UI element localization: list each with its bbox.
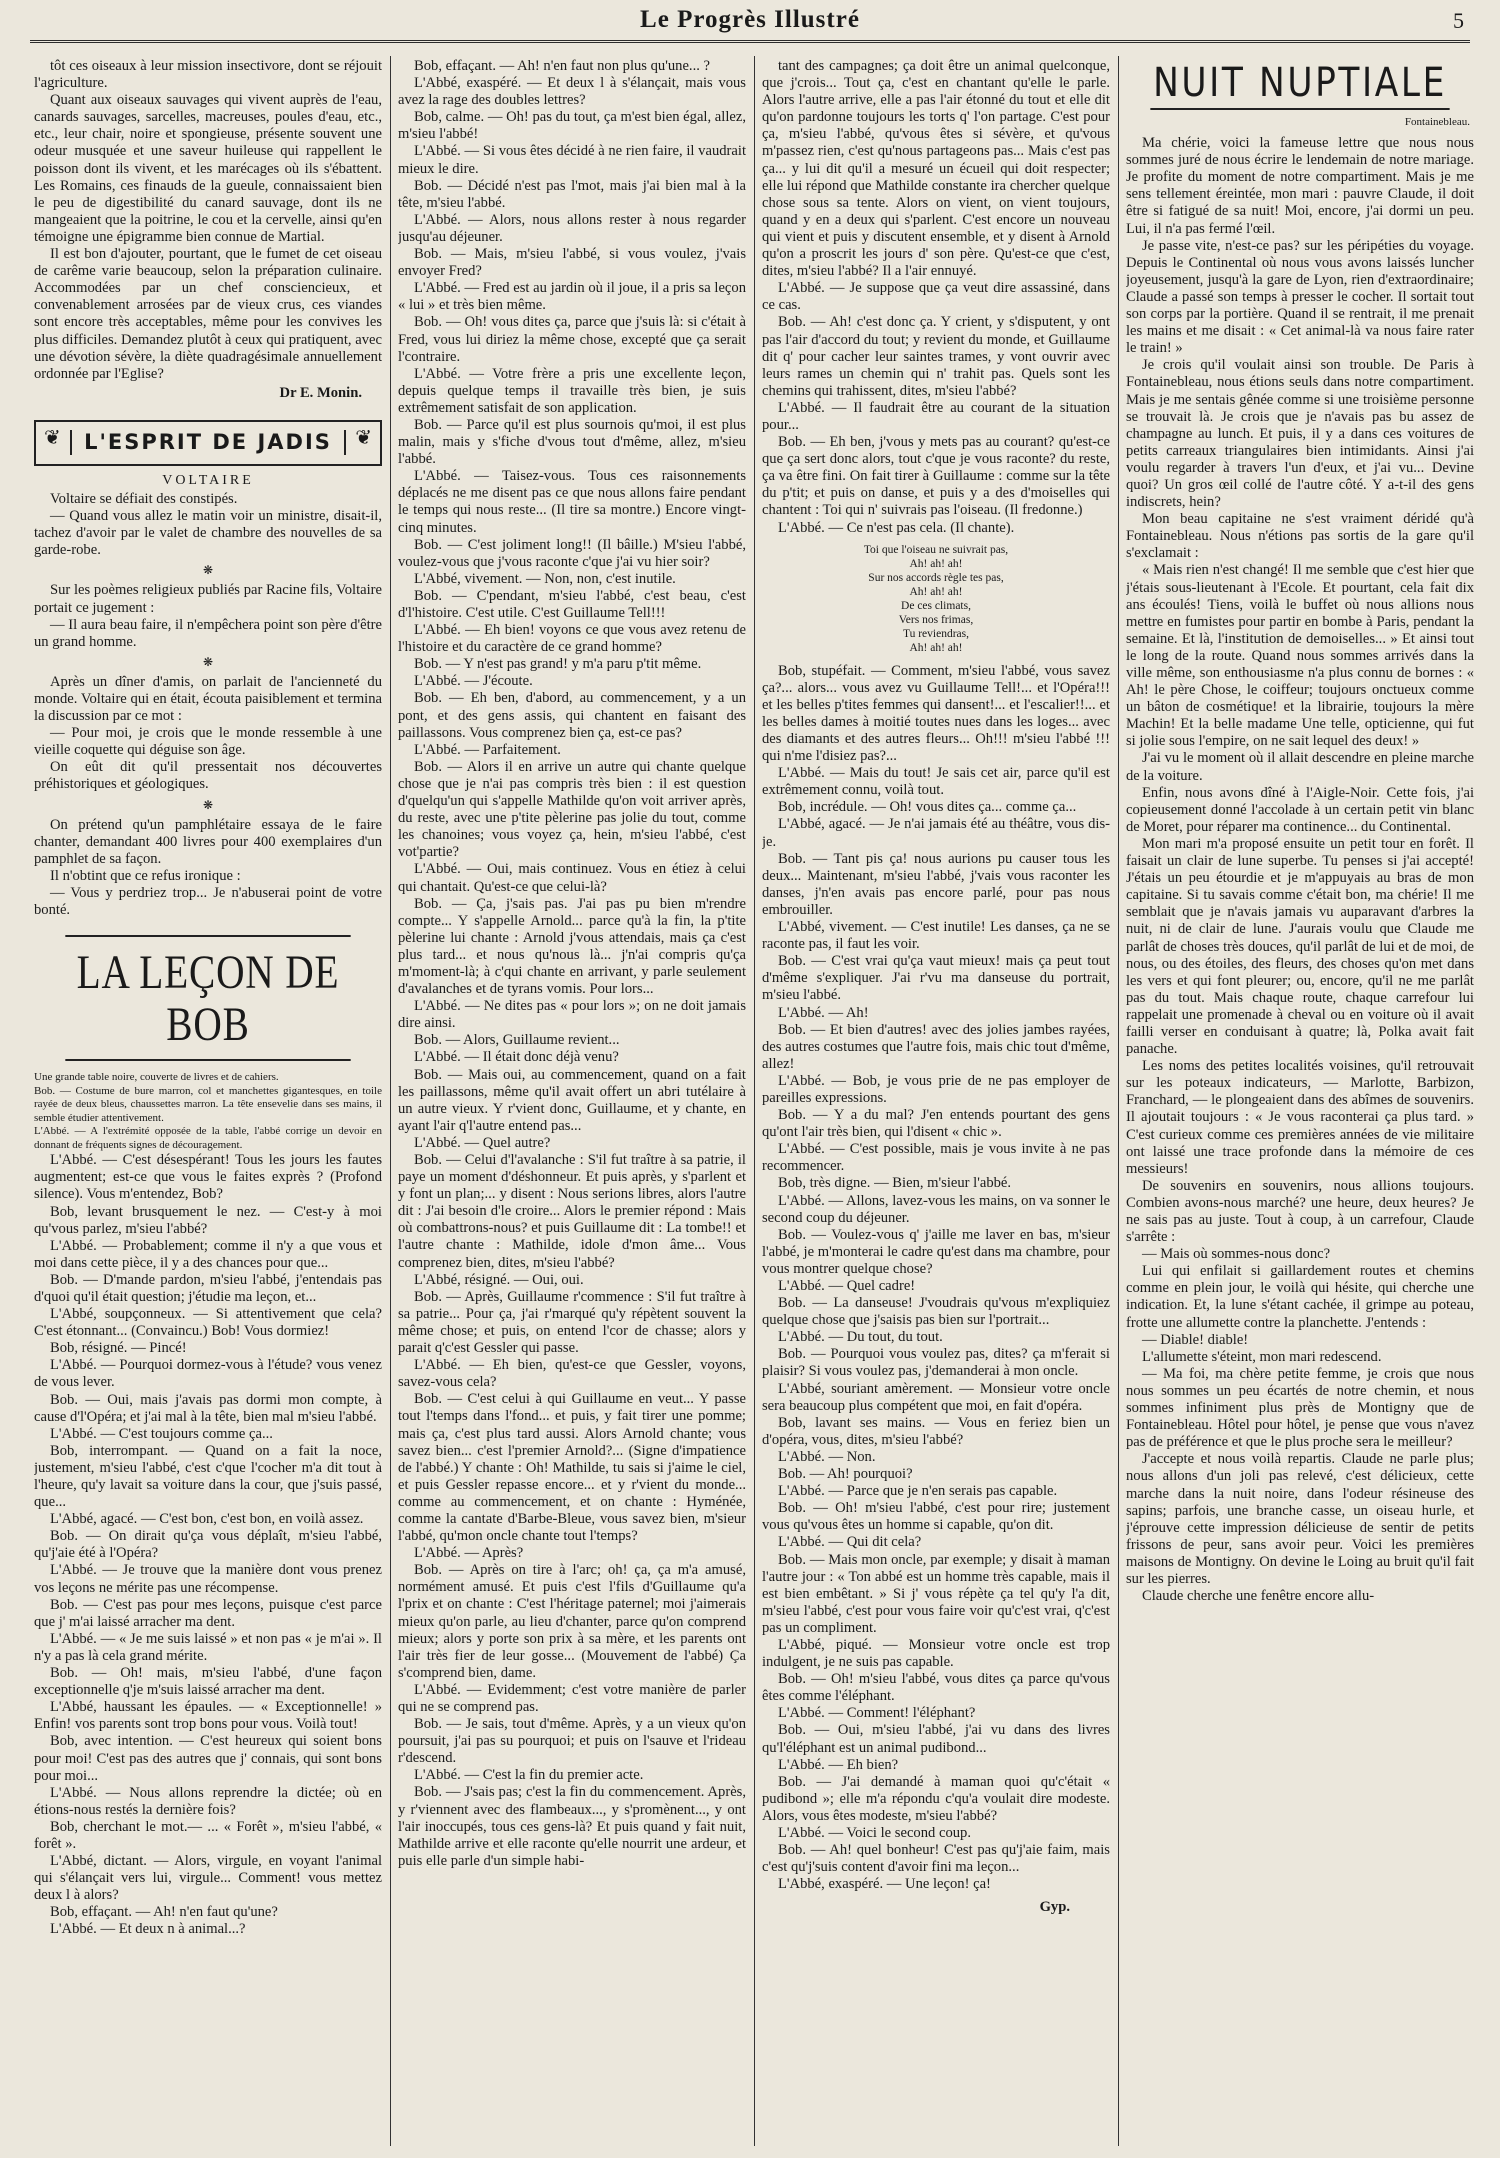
paragraph: Bob. — Oh! mais, m'sieu l'abbé, d'une façon exceptionnelle q'je m'suis laissé arracher ma dent. — [34, 1665, 382, 1699]
paragraph: Les noms des petites localités voisines, qu'il retrouvait sur les poteaux indicateurs, — Marlotte, Barbizon, Franchard, — le plongeaient dans des abîmes de souvenirs. Il ajoutait toujours : « Je vous raconterai ça plus tard. » C'est curieux comme ces premières années de vie militaire ont laissé une trace profonde dans la mémoire de ces messieurs! — [1126, 1058, 1474, 1177]
newspaper-title: Le Progrès Illustré — [640, 6, 860, 33]
column-4 — [1126, 58, 1474, 2138]
letter-body — [1126, 135, 1474, 1605]
stage-directions — [34, 1071, 382, 1152]
paragraph: Vers nos frimas, — [898, 613, 974, 626]
paragraph: L'Abbé. — Je suppose que ça veut dire assassiné, dans ce cas. — [762, 280, 1110, 314]
paragraph: On eût dit qu'il pressentait nos découvertes préhistoriques et géologiques. — [34, 759, 382, 793]
paragraph: Bob. — Tant pis ça! nous aurions pu causer tous les deux... Maintenant, m'sieu l'abbé, j'vais vous raconter les danses, j'n'en avais pas encore parlé, pour pas nous embrouiller. — [762, 850, 1110, 918]
paragraph: L'Abbé. — C'est désespérant! Tous les jours les fautes augmentent; est-ce que vous le faites exprès ? (Profond silence). Vous m'entendez, Bob? — [34, 1152, 382, 1203]
anecdote-block — [34, 817, 382, 920]
paragraph: Bob. — Pourquoi vous voulez pas, dites? ça m'ferait si plaisir? Si vous voulez pas, j'demanderai à mon oncle. — [762, 1346, 1110, 1380]
ornament-icon: ❦ — [44, 426, 61, 449]
paragraph: — Il aura beau faire, il n'empêchera point son père d'être un grand homme. — [34, 616, 382, 650]
paragraph: L'Abbé. — Après? — [414, 1545, 524, 1562]
paragraph: Bob, avec intention. — C'est heureux qui soient bons pour moi! C'est pas des autres que j' connais, qui sont bons pour moi... — [34, 1733, 382, 1784]
paragraph: Bob, calme. — Oh! pas du tout, ça m'est bien égal, allez, m'sieu l'abbé! — [398, 109, 746, 143]
paragraph: L'Abbé. — A l'extrémité opposée de la table, l'abbé corrige un devoir en donnant de fréquents signes de découragement. — [34, 1125, 382, 1151]
paragraph: Bob. — Alors, Guillaume revient... — [414, 1032, 620, 1049]
paragraph: Ah! ah! ah! — [909, 641, 963, 654]
paragraph: Bob. — Mais oui, au commencement, quand on a fait les paillassons, même qu'il avait offert un abri tutélaire à un autre vieux. Y r'vient donc, Guillaume, et y chante, en ayant l'air q'l'autre entend pas... — [398, 1066, 746, 1134]
paragraph: L'Abbé. — Eh bien, qu'est-ce que Gessler, voyons, savez-vous cela? — [398, 1357, 746, 1391]
paragraph: Bob. — Eh ben, d'abord, au commencement, y a un pont, et des gens assis, qui chantent en faisant des paillassons. Vous comprenez bien ça, est-ce pas? — [398, 690, 746, 741]
paragraph: Bob. — C'pendant, m'sieu l'abbé, c'est beau, c'est d'l'histoire. C'est utile. C'est Guillaume Tell!!! — [398, 587, 746, 621]
paragraph: Bob. — Mais mon oncle, par exemple; y disait à maman l'autre jour : « Ton abbé est un homme très capable, mais il est bien embêtant. » Si j' vous répète ça tel qu'y l'a dit, m'sieu l'abbé, c'est pour vous faire voir qu'c'est vrai, q'c'est pas un compliment. — [762, 1551, 1110, 1636]
anecdote-block — [34, 491, 382, 559]
paragraph: Bob, levant brusquement le nez. — C'est-y à moi qu'vous parlez, m'sieu l'abbé? — [34, 1203, 382, 1237]
paragraph: Ah! ah! ah! — [909, 585, 963, 598]
article-intro — [34, 58, 382, 383]
paragraph: Ah! ah! ah! — [909, 557, 963, 570]
paragraph: L'Abbé. — Du tout, du tout. — [778, 1329, 943, 1346]
paragraph: Mon mari m'a proposé ensuite un petit tour en forêt. Il faisait un clair de lune superbe. Tu penses si j'ai accepté! J'étais un peu étourdie et je m'appuyais au bras de mon capitaine. Si tu savais comme c'était bon, ma chérie! Il me semblait que je n'avais jamais vu auparavant d'arbres la nuit, ni de clair de lune. J'aurais voulu que Claude me parlât de choses très douces, qu'il parlât de lui et de moi, de nous, ou des étoiles, des fleurs, des choses qu'on met dans les vers et qui font pleurer; ou, encore, qu'il ne me parlât pas du tout. Mais chaque route, chaque carrefour lui rappelait une promenade à cheval ou en voiture où il avait failli verser en conduisant à quatre; là, Polka avait fait panache. — [1126, 835, 1474, 1058]
paragraph: Bob. — C'est joliment long!! (Il bâille.) M'sieu l'abbé, voulez-vous que j'vous raconte c'que j'ai vu hier soir? — [398, 536, 746, 570]
nuit-nuptiale-title: NUIT NUPTIALE — [1150, 58, 1449, 110]
dialogue — [34, 1152, 382, 1938]
column-divider — [754, 56, 755, 2146]
paragraph: L'Abbé, souriant amèrement. — Monsieur votre oncle sera beaucoup plus compétent que moi, en fait d'opéra. — [762, 1380, 1110, 1414]
paragraph: Voltaire se défiait des constipés. — [50, 490, 238, 507]
paragraph: J'ai vu le moment où il allait descendre en pleine marche de la voiture. — [1126, 750, 1474, 784]
fleuron-icon: ❋ — [202, 654, 214, 669]
author-signature: Dr E. Monin. — [279, 384, 362, 401]
paragraph: L'Abbé, vivement. — C'est inutile! Les danses, ça ne se raconte pas, il faut les voir. — [762, 919, 1110, 953]
paragraph: Bob, effaçant. — Ah! n'en faut qu'une? — [50, 1904, 278, 1921]
column-3 — [762, 58, 1110, 2138]
paragraph: L'allumette s'éteint, mon mari redescend. — [1142, 1348, 1382, 1365]
column-2 — [398, 58, 746, 2138]
paragraph: Bob. — Ah! quel bonheur! C'est pas qu'j'aie faim, mais c'est qu'j'suis content d'avoir fini ma leçon... — [762, 1842, 1110, 1876]
paragraph: Bob. — Oh! m'sieu l'abbé, vous dites ça parce qu'vous êtes comme l'éléphant. — [762, 1671, 1110, 1705]
paragraph: L'Abbé, vivement. — Non, non, c'est inutile. — [414, 570, 676, 587]
paragraph: L'Abbé. — J'écoute. — [414, 673, 533, 690]
paragraph: Sur nos accords règle tes pas, — [868, 571, 1004, 584]
song-verse — [762, 543, 1110, 655]
paragraph: Il est bon d'ajouter, pourtant, que le fumet de cet oiseau de carême varie beaucoup, selon la préparation culinaire. Accommodées par un chef consciencieux, et convenablement arrosées par de vieux crus, ces viandes sont encore très acceptables, même pour les convives les plus difficiles. Demandez plutôt à ceux qui pratiquent, avec une dévotion sévère, la diète quadragésimale annuellement ordonnée par l'Eglise? — [34, 246, 382, 382]
paragraph: Je passe vite, n'est-ce pas? sur les péripéties du voyage. Depuis le Continental où nous vous avons laissés luncher joyeusement, jusqu'à la gare de Lyon, rien d'extraordinaire; Claude a passé son temps à presser le cocher. Il sortait tout son corps par la portière. Quand il se rentrait, il me prenait les mains et me disait : « Cet animal-là va nous faire rater le train! » — [1126, 237, 1474, 357]
paragraph: Bob. — Y n'est pas grand! y m'a paru p'tit même. — [414, 656, 702, 673]
paragraph: L'Abbé. — Parfaitement. — [414, 741, 561, 758]
paragraph: L'Abbé. — Probablement; comme il n'y a que vous et moi dans cette pièce, il y a des chances pour que... — [34, 1237, 382, 1271]
author-signature: Gyp. — [1039, 1899, 1070, 1916]
paragraph: L'Abbé. — Pourquoi dormez-vous à l'étude? vous venez de vous lever. — [34, 1357, 382, 1391]
paragraph: Bob, lavant ses mains. — Vous en feriez bien un d'opéra, vous, dites, m'sieu l'abbé? — [762, 1414, 1110, 1448]
paragraph: L'Abbé. — Evidemment; c'est votre manière de parler qui ne se comprend pas. — [398, 1681, 746, 1715]
paragraph: Lui qui enfilait si gaillardement routes et chemins comme en plein jour, le voilà qui hésite, qui cherche une indication. Et, la lune s'étant cachée, il grimpe au poteau, frotte une allumette contre la planchette. J'entends : — [1126, 1263, 1474, 1331]
paragraph: Bob. — Après on tire à l'arc; oh! ça, ça m'a amusé, normément amusé. Et puis c'est l'fils d'Guillaume qu'a l'prix et on chante : C'est l'héritage paternel; moi j'aimerais mieux qu'on parle, au lieu d'chanter, parce qu'on comprend mieux; alors y porte son prix à sa mère, et les parents ont l'air très fier de leur gosse... (Mouvement de l'abbé) Ça s'comprend bien, dame. — [398, 1562, 746, 1681]
paragraph: Bob, stupéfait. — Comment, m'sieu l'abbé, vous savez ça?... alors... vous avez vu Guillaume Tell!... et l'Opéra!!! et les belles p'tites femmes qui dansent!... et l'escalier!!... et les belles dames à moitié toutes nues dans les loges... avec des diamants et des autres fleurs... Oh!!! m'sieu l'abbé !!! qui n'me l'disiez pas?... — [762, 662, 1110, 765]
paragraph: L'Abbé. — Quel autre? — [414, 1134, 551, 1151]
paragraph: tant des campagnes; ça doit être un animal quelconque, que j'crois... Tout ça, c'est en chantant qu'elle le parle. Alors l'autre arrive, elle a pas l'air étonné du tout et elle dit qu'on pardonne toujours les torts q' l'on partage. C'est pour ça, m'sieu l'abbé, qu'vous êtes si sévère, et qu'vous m'passez rien, c'est qu'nous partageons pas... Mais c'est pas ça... y lui dit qu'il a mesuré un écueil qui doit respecter; elle lui répond que Mathilde constante ira chercher quelque chose sous sa tente. Alors on vient, on vient toujours, quand y en a deux qui s'parlent. C'est encore un nouveau qui vient et puis y discutent ensemble, et y disent à Arnold qu'on a proscrit les jours d' son père. Qu'est-ce que c'est, dites, m'sieu l'abbé? Il a l'air ennuyé. — [762, 58, 1110, 280]
paragraph: L'Abbé. — C'est toujours comme ça... — [50, 1425, 273, 1442]
paragraph: L'Abbé. — Allons, lavez-vous les mains, on va sonner le second coup du déjeuner. — [762, 1192, 1110, 1226]
paragraph: Bob, cherchant le mot.— ... « Forêt », m'sieu l'abbé, « forêt ». — [34, 1818, 382, 1852]
paragraph: Bob. — C'est pas pour mes leçons, puisque c'est parce que j' m'ai laissé arracher ma dent. — [34, 1596, 382, 1630]
paragraph: Je crois qu'il voulait ainsi son trouble. De Paris à Fontainebleau, nous étions seuls dans notre compartiment. Mais je me sentais gênée comme si une troisième personne se trouvait là. Je crois que je n'avais pas bu assez de champagne au lunch. Et puis, il y a dans ces voitures de petits carreaux triangulaires bien intimidants. Ainsi j'ai voulu regarder à travers l'un d'eux, et j'ai vu... Devine quoi? Un gros œil collé de l'autre côté. Y a-t-il des gens indiscrets, hein? — [1126, 357, 1474, 511]
paragraph: Bob. — Y a du mal? J'en entends pourtant des gens qu'ont l'air très bien, qui l'disent « chic ». — [762, 1107, 1110, 1141]
paragraph: Ma chérie, voici la fameuse lettre que nous nous sommes juré de nous écrire le lendemain de notre mariage. Je profite du moment de notre compartiment. Mais je me sens tellement éreintée, mon mari : pauvre Claude, il doit être si fatigué de sa nuit! Moi, encore, j'ai dormi un peu. Lui, il n'a pas fermé l'œil. — [1126, 135, 1474, 237]
dialogue — [398, 58, 746, 1870]
paragraph: L'Abbé. — Comment! l'éléphant? — [778, 1705, 976, 1722]
section-subtitle: VOLTAIRE — [162, 472, 254, 488]
paragraph: L'Abbé, exaspéré. — Une leçon! ça! — [778, 1876, 991, 1893]
paragraph: On prétend qu'un pamphlétaire essaya de le faire chanter, demandant 400 livres pour 400 exemplaires d'un pamphlet de sa façon. — [34, 816, 382, 867]
fleuron-icon: ❋ — [202, 797, 214, 812]
fleuron-icon: ❋ — [202, 563, 214, 578]
paragraph: L'Abbé. — Si vous êtes décidé à ne rien faire, il vaudrait mieux le dire. — [398, 143, 746, 177]
paragraph: L'Abbé, dictant. — Alors, virgule, en voyant l'animal qui s'élançait vers lui, virgule... Comment! vous mettez deux l à alors? — [34, 1853, 382, 1904]
paragraph: L'Abbé. — C'est possible, mais je vous invite à ne pas recommencer. — [762, 1141, 1110, 1175]
paragraph: Bob. — Ah! c'est donc ça. Y crient, y s'disputent, y ont pas l'air d'accord du tout; y revient du monde, et Guillaume dit q' pour cacher leur saintes trames, y vont ouvrir avec leurs rames un chemin qui n' trahit pas. Quels sont les chemins qui trahissent, dites, m'sieu l'abbé? — [762, 314, 1110, 399]
paragraph: tôt ces oiseaux à leur mission insectivore, dont se réjouit l'agriculture. — [34, 58, 382, 92]
paragraph: Bob, incrédule. — Oh! vous dites ça... comme ça... — [778, 799, 1077, 816]
paragraph: L'Abbé. — Votre frère a pris une excellente leçon, depuis quelque temps il travaille très bien, je suis extrêmement satisfait de son application. — [398, 365, 746, 416]
paragraph: Toi que l'oiseau ne suivrait pas, — [863, 543, 1009, 556]
paragraph: L'Abbé. — Bob, je vous prie de ne pas employer de pareilles expressions. — [762, 1072, 1110, 1106]
paragraph: Bob, effaçant. — Ah! n'en faut non plus qu'une... ? — [414, 58, 710, 74]
paragraph: L'Abbé. — Fred est au jardin où il joue, il a pris sa leçon « lui » et très bien même. — [398, 280, 746, 314]
paragraph: L'Abbé, agacé. — Je n'ai jamais été au théâtre, vous dis-je. — [762, 816, 1110, 850]
paragraph: Bob. — Eh ben, j'vous y mets pas au courant? qu'est-ce que ça sert donc alors, tout c'que je vous raconte? du reste, ça va être fini. On fait tirer à Guillaume : comme sur la tête du p'tit; et puis on danse, et puis y a des d'moiselles qui chantent : Toi qui n' suivrais pas l'oiseau. (Il fredonne.) — [762, 434, 1110, 519]
paragraph: — Vous y perdriez trop... Je n'abuserai point de votre bonté. — [34, 885, 382, 919]
column-1 — [34, 58, 382, 2138]
paragraph: L'Abbé, soupçonneux. — Si attentivement que cela? C'est étonnant... (Convaincu.) Bob! Vous dormiez! — [34, 1306, 382, 1340]
paragraph: Bob. — La danseuse! J'voudrais qu'vous m'expliquiez quelque chose que j'saisis pas bien sur l'portrait... — [762, 1295, 1110, 1329]
section-title: L'ESPRIT DE JADIS — [70, 430, 346, 455]
paragraph: Bob, résigné. — Pincé! — [50, 1340, 187, 1357]
paragraph: Bob. — Mais, m'sieu l'abbé, si vous voulez, j'vais envoyer Fred? — [398, 246, 746, 280]
paragraph: L'Abbé, piqué. — Monsieur votre oncle est trop indulgent, je ne suis pas capable. — [762, 1636, 1110, 1671]
paragraph: Bob. — Alors il en arrive un autre qui chante quelque chose que je n'ai pas compris très bien : il est question d'quelqu'un qui s'appelle Mathilde qu'on voit arriver après, du reste, avec une p'tite pèlerine pas jolie du tout, comme les chanoines; vous voyez ça, hein, m'sieu l'abbé, c'est vot'partie? — [398, 758, 746, 861]
paragraph: Bob. — Oh! vous dites ça, parce que j'suis là: si c'était à Fred, vous lui diriez la même chose, excepté que ça serait l'contraire. — [398, 314, 746, 365]
paragraph: — Ma foi, ma chère petite femme, je crois que nous nous sommes un peu écartés de notre chemin, et nous sommes infiniment plus près de Montigny que de Fontainebleau. Hôtel pour hôtel, je pense que vous n'avez pas de préférence et que le plus proche sera le meilleur? — [1126, 1365, 1474, 1451]
paragraph: Bob. — Costume de bure marron, col et manchettes gigantesques, en toile rayée de deux bleus, chaussettes marron. La tête ensevelie dans ses mains, il semble étudier attentivement. — [34, 1084, 382, 1124]
anecdote-block — [34, 674, 382, 794]
paragraph: Tu reviendras, — [902, 627, 969, 640]
paragraph: Bob. — Oui, mais j'avais pas dormi mon compte, à cause d'l'Opéra; et j'ai mal à la tête, bien mal m'sieu l'abbé. — [34, 1391, 382, 1425]
paragraph: Sur les poèmes religieux publiés par Racine fils, Voltaire portait ce jugement : — [34, 582, 382, 616]
paragraph: — Diable! diable! — [1142, 1331, 1249, 1348]
paragraph: Une grande table noire, couverte de livres et de cahiers. — [34, 1071, 279, 1084]
paragraph: L'Abbé. — Quel cadre! — [778, 1278, 916, 1294]
paragraph: Bob. — Ça, j'sais pas. J'ai pas pu bien m'rendre compte... Y s'appelle Arnold... parce qu'à la fin, la p'tite pèlerine lui chante : Arnold j'vous attendais, mais ça c'est plus tard... et nous qu'nous là... j'n'ai compris qu'ça m'moment-là; à c'qui chante en arrivant, y parle seulement d'avalanches et de tyrans vomis. Pour lors... — [398, 895, 746, 998]
paragraph: Bob. — C'est vrai qu'ça vaut mieux! mais ça peut tout d'même s'expliquer. J'ai r'vu ma danseuse du portrait, m'sieu l'abbé. — [762, 953, 1110, 1004]
paragraph: Bob, interrompant. — Quand on a fait la noce, justement, m'sieu l'abbé, c'est c'que l'cocher m'a dit tout à l'heure, qu'y lavait sa voiture dans la cour, que j'suis passé, que... — [34, 1442, 382, 1511]
paragraph: Bob. — Après, Guillaume r'commence : S'il fut traître à sa patrie... Pour ça, j'ai r'marqué qu'y répètent souvent la même chose; et puis, on entend l'cor de chasse; alors y parait q'c'est Gessler qui passe. — [398, 1288, 746, 1357]
paragraph: L'Abbé. — Je trouve que la manière dont vous prenez vos leçons ne mérite pas une récompense. — [34, 1562, 382, 1596]
paragraph: Bob. — Oui, m'sieu l'abbé, j'ai vu dans des livres qu'l'éléphant est un animal pudibond... — [762, 1722, 1110, 1756]
paragraph: Bob, très digne. — Bien, m'sieur l'abbé. — [778, 1175, 1012, 1192]
paragraph: Quant aux oiseaux sauvages qui vivent auprès de l'eau, canards sauvages, sarcelles, macreuses, poules d'eau, etc., etc., leur chair, noire et spongieuse, présente souvent une odeur musquée et une saveur huileuse qui rappellent le poisson dont ils vivent, et les marécages où ils s'ébattent. Les Romains, ces finauds de la gueule, connaissaient bien le peu de digestibilité du canard sauvage, dont ils ne mangeaient que la poitrine, le cou et la cervelle, ainsi qu'en témoigne une épigramme bien connue de Martial. — [34, 92, 382, 245]
paragraph: L'Abbé. — Taisez-vous. Tous ces raisonnements déplacés ne me disent pas ce que nous allons faire pendant le temps qui nous reste... (Il tire sa montre.) Encore vingt-cinq minutes. — [398, 468, 746, 536]
dialogue — [762, 663, 1110, 1894]
paragraph: Bob. — Voulez-vous q' j'aille me laver en bas, m'sieur l'abbé, je m'monterai le cadre qu'est dans ma chambre, pour vous montrer quelque chose? — [762, 1226, 1110, 1277]
paragraph: L'Abbé. — Ah! — [778, 1004, 869, 1021]
page-number: 5 — [1453, 8, 1464, 33]
paragraph: L'Abbé. — Et deux n à animal...? — [50, 1921, 246, 1938]
ornament-icon: ❦ — [355, 426, 372, 449]
paragraph: L'Abbé. — « Je me suis laissé » et non pas « je m'ai ». Il n'y a pas là cela grand mérite. — [34, 1630, 382, 1664]
paragraph: Bob. — Parce qu'il est plus sournois qu'moi, il est plus malin, mais y s'fiche d'vous tout d'même, allez, m'sieu l'abbé. — [398, 416, 746, 468]
paragraph: Claude cherche une fenêtre encore allu- — [1142, 1588, 1375, 1605]
paragraph: Mon beau capitaine ne s'est vraiment déridé qu'à Fontainebleau. Nous n'étions pas sortis de la gare qu'il s'exclamait : — [1126, 511, 1474, 562]
paragraph: L'Abbé. — Eh bien? — [778, 1756, 899, 1773]
paragraph: L'Abbé, exaspéré. — Et deux l à s'élançait, mais vous avez la rage des doubles lettres? — [398, 75, 746, 109]
paragraph: L'Abbé. — Ce n'est pas cela. (Il chante). — [778, 519, 1015, 536]
paragraph: De souvenirs en souvenirs, nous allions toujours. Combien avons-nous marché? une heure, deux heures? Je ne sais pas au juste. Tout à coup, à un carrefour, Claude s'arrête : — [1126, 1177, 1474, 1246]
paragraph: L'Abbé, agacé. — C'est bon, c'est bon, en voilà assez. — [50, 1511, 364, 1528]
paragraph: Bob. — J'ai demandé à maman quoi qu'c'était « pudibond »; elle m'a répondu c'qu'a voulait dire modeste. Alors, vous êtes modeste, m'sieu l'abbé? — [762, 1773, 1110, 1824]
paragraph: J'accepte et nous voilà repartis. Claude ne parle plus; nous allons d'un joli pas relevé, c'est délicieux, cette marche dans la nuit noire, dans l'odeur résineuse des sapins; parfois, une branche casse, un oiseau hurle, et j'éprouve cette impression délicieuse de sentir de petits frissons de peur, sans avoir peur. Voici les premières maisons de Montigny. On devine le Loing au bruit qu'il fait sur les pierres. — [1126, 1451, 1474, 1587]
lecon-de-bob-title: LA LEÇON DE BOB — [65, 935, 350, 1061]
paragraph: L'Abbé, résigné. — Oui, oui. — [414, 1271, 584, 1288]
paragraph: Il n'obtint que ce refus ironique : — [50, 867, 241, 884]
paragraph: Bob. — Celui d'l'avalanche : S'il fut traître à sa patrie, il paye un moment d'déshonneur. Et puis après, y s'parlent et y font un plan;... y disent : Nous serions libres, alors l'autre dit : J'ai besoin d'le croire... Alors le premier répond : Mais où combattrons-nous? et puis Guillaume dit : La tombe!! et l'autre chante : Mathilde, idole d'mon âme... Vous comprenez bien, dites, m'sieu l'abbé? — [398, 1152, 746, 1271]
dateline: Fontainebleau. — [1404, 116, 1470, 128]
paragraph: Bob. — Ah! pourquoi? — [778, 1466, 913, 1483]
paragraph: Bob. — Oh! m'sieu l'abbé, c'est pour rire; justement vous qu'vous êtes un homme si capable, qu'on dit. — [762, 1500, 1110, 1534]
paragraph: Bob. — C'est celui à qui Guillaume en veut... Y passe tout l'temps dans l'fond... et puis, y fait tirer une pomme; mais ça, c'est plus tard aussi. Alors Arnold chante; vous savez bien... c'est l'premier Arnold?... (Signe d'impatience de l'abbé.) Y chante : Oh! Mathilde, tu sais si j'aime le ciel, et puis Gessler repasse encore... et y r'vient du monde... comme au commencement, et on chante : Hyménée, comme la cantate d'Barbe-Bleue, vous savez bien, m'sieur l'abbé, qu'mon oncle chante tout l'temps? — [398, 1391, 746, 1545]
paragraph: L'Abbé. — Il était donc déjà venu? — [414, 1049, 619, 1066]
paragraph: — Mais où sommes-nous donc? — [1142, 1246, 1331, 1263]
paragraph: Bob. — Et bien d'autres! avec des jolies jambes rayées, des autres costumes que l'autre fois, mais chic tout d'même, allez! — [762, 1021, 1110, 1072]
paragraph: Bob. — J'sais pas; c'est la fin du commencement. Après, y r'viennent avec des flambeaux..., y s'promènent..., y ont l'air inoccupés, tous ces gens-là? Et puis quand y fait nuit, Mathilde arrive et elle raconte qu'elle nourrit une ardeur, et puis elle parle d'un simple habi- — [398, 1784, 746, 1869]
paragraph: L'Abbé. — C'est la fin du premier acte. — [414, 1767, 644, 1784]
column-divider — [1118, 56, 1119, 2146]
paragraph: — Quand vous allez le matin voir un ministre, disait-il, tachez d'avoir par le valet de chambre des nouvelles de sa garde-robe. — [34, 508, 382, 559]
dialogue — [762, 58, 1110, 537]
paragraph: Bob. — D'mande pardon, m'sieu l'abbé, j'entendais pas d'quoi qu'il était question; j'étudie ma leçon, et... — [34, 1271, 382, 1305]
paragraph: — Pour moi, je crois que le monde ressemble à une vieille coquette qui déguise son âge. — [34, 725, 382, 759]
paragraph: L'Abbé. — Voici le second coup. — [778, 1825, 971, 1841]
paragraph: Enfin, nous avons dîné à l'Aigle-Noir. Cette fois, j'ai copieusement donné l'accolade à un certain petit vin blanc de Moret, pour réparer ma continence... du Continental. — [1126, 784, 1474, 835]
paragraph: De ces climats, — [901, 599, 971, 612]
paragraph: L'Abbé. — Parce que je n'en serais pas capable. — [778, 1483, 1058, 1500]
masthead — [30, 6, 1470, 43]
esprit-de-jadis-heading — [34, 420, 382, 466]
paragraph: L'Abbé. — Ne dites pas « pour lors »; on ne doit jamais dire ainsi. — [398, 998, 746, 1032]
paragraph: L'Abbé. — Nous allons reprendre la dictée; où en étions-nous restés la dernière fois? — [34, 1784, 382, 1818]
paragraph: L'Abbé. — Non. — [778, 1448, 876, 1465]
paragraph: L'Abbé. — Alors, nous allons rester à nous regarder jusqu'au déjeuner. — [398, 211, 746, 245]
paragraph: Bob. — On dirait qu'ça vous déplaît, m'sieu l'abbé, qu'j'aie été à l'Opéra? — [34, 1528, 382, 1562]
paragraph: « Mais rien n'est changé! Il me semble que c'est hier que j'étais sous-lieutenant à l'Ecole. Et pourtant, cela fait dix ans écoulés! Tiens, voilà le buffet où nous allions nous mettre en fumistes pour partir en bombe à Paris, pendant la semaine. Et là, l'institution de demoiselles... » Et ainsi tout le long de la route. Quand nous sommes arrivés dans la ville même, son enthousiasme n'a plus connu de bornes : « Ah! le père Chose, le coiffeur; toujours onctueux comme un bâton de cosmétique! et la librairie, toujours la mère Machin! Et la belle madame Une telle, opticienne, qui fut si jolie sous l'empire, on ne sait lequel des deux! » — [1126, 562, 1474, 750]
column-divider — [390, 56, 391, 2146]
paragraph: L'Abbé. — Qui dit cela? — [778, 1534, 922, 1551]
paragraph: L'Abbé. — Mais du tout! Je sais cet air, parce qu'il est extrêmement connu, voilà tout. — [762, 765, 1110, 799]
anecdote-block — [34, 582, 382, 650]
paragraph: L'Abbé. — Oui, mais continuez. Vous en étiez à celui qui chantait. Qu'est-ce que celui-là? — [398, 861, 746, 895]
paragraph: L'Abbé, haussant les épaules. — « Exceptionnelle! » Enfin! vos parents sont trop bons pour vous. Voilà tout! — [34, 1699, 382, 1733]
paragraph: Bob. — Je sais, tout d'même. Après, y a un vieux qu'on poursuit, j'ai pas su pourquoi; et puis on l'sauve et l'rideau r'descend. — [398, 1716, 746, 1767]
paragraph: L'Abbé. — Eh bien! voyons ce que vous avez retenu de l'histoire et du caractère de ce grand homme? — [398, 622, 746, 656]
paragraph: Bob. — Décidé n'est pas l'mot, mais j'ai bien mal à la tête, m'sieu l'abbé. — [398, 177, 746, 211]
paragraph: L'Abbé. — Il faudrait être au courant de la situation pour... — [762, 399, 1110, 433]
paragraph: Après un dîner d'amis, on parlait de l'ancienneté du monde. Voltaire qui en était, écouta paisiblement et termina la discussion par ce mot : — [34, 673, 382, 725]
